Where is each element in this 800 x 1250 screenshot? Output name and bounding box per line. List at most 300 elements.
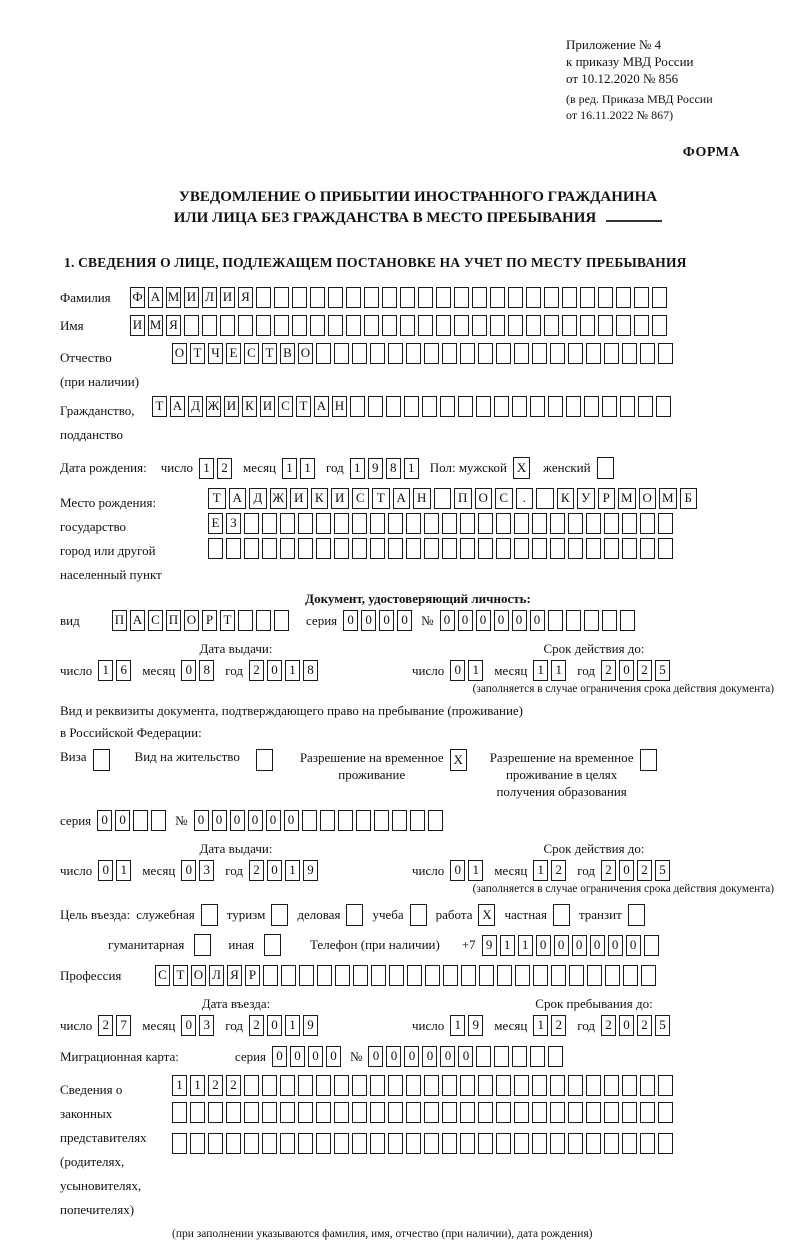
char-cell[interactable]: [151, 810, 166, 831]
char-cell[interactable]: Т: [190, 343, 205, 364]
char-cell[interactable]: [190, 1102, 205, 1123]
char-cell[interactable]: [388, 1075, 403, 1096]
char-cell[interactable]: Р: [598, 488, 616, 509]
char-cell[interactable]: [368, 396, 383, 417]
char-cell[interactable]: Ж: [270, 488, 288, 509]
char-cell[interactable]: 0: [267, 660, 282, 681]
char-cell[interactable]: Я: [166, 315, 181, 336]
char-cell[interactable]: [346, 287, 361, 308]
char-cell[interactable]: 0: [181, 1015, 196, 1036]
char-cell[interactable]: 0: [361, 610, 376, 631]
char-cell[interactable]: [658, 343, 673, 364]
char-cell[interactable]: [262, 1075, 277, 1096]
char-cell[interactable]: [334, 538, 349, 559]
char-cell[interactable]: [586, 1075, 601, 1096]
char-cell[interactable]: [494, 1046, 509, 1067]
char-cell[interactable]: [346, 315, 361, 336]
char-cell[interactable]: [442, 343, 457, 364]
char-cell[interactable]: К: [557, 488, 575, 509]
char-cell[interactable]: Е: [208, 513, 223, 534]
char-cell[interactable]: [634, 287, 649, 308]
char-cell[interactable]: [532, 1102, 547, 1123]
char-cell[interactable]: [172, 1133, 187, 1154]
char-cell[interactable]: [584, 396, 599, 417]
char-cell[interactable]: С: [155, 965, 170, 986]
char-cell[interactable]: [532, 538, 547, 559]
char-cell[interactable]: [568, 538, 583, 559]
purpose-checkbox-gumanitarnaya[interactable]: [194, 934, 211, 956]
char-cell[interactable]: [256, 315, 271, 336]
char-cell[interactable]: Т: [372, 488, 390, 509]
char-cell[interactable]: 0: [458, 610, 473, 631]
char-cell[interactable]: [496, 343, 511, 364]
char-cell[interactable]: [496, 538, 511, 559]
char-cell[interactable]: [532, 513, 547, 534]
char-cell[interactable]: [460, 1075, 475, 1096]
char-cell[interactable]: [298, 1075, 313, 1096]
char-cell[interactable]: 0: [440, 610, 455, 631]
char-cell[interactable]: 2: [551, 860, 566, 881]
char-cell[interactable]: [512, 1046, 527, 1067]
char-cell[interactable]: [536, 488, 554, 509]
char-cell[interactable]: [602, 610, 617, 631]
char-cell[interactable]: [569, 965, 584, 986]
char-cell[interactable]: Н: [332, 396, 347, 417]
char-cell[interactable]: 0: [181, 660, 196, 681]
char-cell[interactable]: [656, 396, 671, 417]
char-cell[interactable]: [562, 315, 577, 336]
char-cell[interactable]: [490, 315, 505, 336]
char-cell[interactable]: [568, 1075, 583, 1096]
char-cell[interactable]: [388, 1133, 403, 1154]
char-cell[interactable]: [244, 1075, 259, 1096]
purpose-checkbox-rabota[interactable]: X: [478, 904, 495, 926]
char-cell[interactable]: [658, 1102, 673, 1123]
char-cell[interactable]: [370, 343, 385, 364]
char-cell[interactable]: 1: [533, 860, 548, 881]
char-cell[interactable]: 1: [468, 860, 483, 881]
char-cell[interactable]: [133, 810, 148, 831]
char-cell[interactable]: [508, 315, 523, 336]
char-cell[interactable]: [424, 343, 439, 364]
char-cell[interactable]: [478, 1075, 493, 1096]
char-cell[interactable]: [292, 315, 307, 336]
char-cell[interactable]: Т: [152, 396, 167, 417]
char-cell[interactable]: М: [148, 315, 163, 336]
char-cell[interactable]: [352, 1075, 367, 1096]
visa-checkbox[interactable]: [93, 749, 110, 771]
char-cell[interactable]: 8: [199, 660, 214, 681]
purpose-checkbox-turizm[interactable]: [271, 904, 288, 926]
char-cell[interactable]: Д: [249, 488, 267, 509]
char-cell[interactable]: [298, 513, 313, 534]
char-cell[interactable]: [352, 1133, 367, 1154]
char-cell[interactable]: 0: [343, 610, 358, 631]
char-cell[interactable]: [622, 538, 637, 559]
char-cell[interactable]: [256, 610, 271, 631]
char-cell[interactable]: [256, 287, 271, 308]
char-cell[interactable]: Ж: [206, 396, 221, 417]
char-cell[interactable]: И: [224, 396, 239, 417]
char-cell[interactable]: [292, 287, 307, 308]
char-cell[interactable]: [580, 287, 595, 308]
char-cell[interactable]: [418, 315, 433, 336]
char-cell[interactable]: 9: [368, 458, 383, 479]
char-cell[interactable]: [443, 965, 458, 986]
char-cell[interactable]: Т: [220, 610, 235, 631]
char-cell[interactable]: [274, 287, 289, 308]
char-cell[interactable]: 0: [619, 1015, 634, 1036]
char-cell[interactable]: [622, 1133, 637, 1154]
char-cell[interactable]: [425, 965, 440, 986]
char-cell[interactable]: [406, 1133, 421, 1154]
char-cell[interactable]: 1: [450, 1015, 465, 1036]
char-cell[interactable]: 2: [601, 660, 616, 681]
char-cell[interactable]: Р: [202, 610, 217, 631]
char-cell[interactable]: [244, 1133, 259, 1154]
char-cell[interactable]: 0: [212, 810, 227, 831]
char-cell[interactable]: [424, 1075, 439, 1096]
char-cell[interactable]: [623, 965, 638, 986]
char-cell[interactable]: 1: [199, 458, 214, 479]
char-cell[interactable]: [335, 965, 350, 986]
char-cell[interactable]: [280, 538, 295, 559]
char-cell[interactable]: [371, 965, 386, 986]
char-cell[interactable]: [370, 513, 385, 534]
char-cell[interactable]: [386, 396, 401, 417]
char-cell[interactable]: [514, 343, 529, 364]
char-cell[interactable]: [568, 343, 583, 364]
char-cell[interactable]: 0: [554, 935, 569, 956]
char-cell[interactable]: [479, 965, 494, 986]
char-cell[interactable]: И: [184, 287, 199, 308]
char-cell[interactable]: [370, 538, 385, 559]
char-cell[interactable]: 0: [422, 1046, 437, 1067]
edu-residence-checkbox[interactable]: [640, 749, 657, 771]
char-cell[interactable]: Е: [226, 343, 241, 364]
char-cell[interactable]: 0: [379, 610, 394, 631]
char-cell[interactable]: [512, 396, 527, 417]
char-cell[interactable]: [616, 315, 631, 336]
char-cell[interactable]: [530, 396, 545, 417]
char-cell[interactable]: 1: [551, 660, 566, 681]
char-cell[interactable]: И: [331, 488, 349, 509]
char-cell[interactable]: 0: [284, 810, 299, 831]
char-cell[interactable]: 0: [181, 860, 196, 881]
char-cell[interactable]: [580, 315, 595, 336]
char-cell[interactable]: Н: [413, 488, 431, 509]
char-cell[interactable]: [406, 513, 421, 534]
char-cell[interactable]: [640, 1075, 655, 1096]
char-cell[interactable]: [604, 343, 619, 364]
char-cell[interactable]: [476, 1046, 491, 1067]
purpose-checkbox-chastnaya[interactable]: [553, 904, 570, 926]
char-cell[interactable]: [514, 1133, 529, 1154]
char-cell[interactable]: [352, 1102, 367, 1123]
char-cell[interactable]: [454, 315, 469, 336]
char-cell[interactable]: 0: [386, 1046, 401, 1067]
char-cell[interactable]: [442, 1075, 457, 1096]
char-cell[interactable]: [274, 315, 289, 336]
char-cell[interactable]: [226, 538, 241, 559]
purpose-checkbox-delovaya[interactable]: [346, 904, 363, 926]
char-cell[interactable]: 0: [267, 1015, 282, 1036]
char-cell[interactable]: 1: [98, 660, 113, 681]
char-cell[interactable]: [622, 1075, 637, 1096]
char-cell[interactable]: 2: [226, 1075, 241, 1096]
char-cell[interactable]: [514, 513, 529, 534]
char-cell[interactable]: [476, 396, 491, 417]
char-cell[interactable]: [262, 1133, 277, 1154]
char-cell[interactable]: [298, 538, 313, 559]
char-cell[interactable]: 0: [536, 935, 551, 956]
char-cell[interactable]: 1: [350, 458, 365, 479]
char-cell[interactable]: [622, 343, 637, 364]
char-cell[interactable]: [388, 343, 403, 364]
char-cell[interactable]: [334, 1102, 349, 1123]
char-cell[interactable]: [334, 513, 349, 534]
char-cell[interactable]: [514, 1075, 529, 1096]
char-cell[interactable]: Ч: [208, 343, 223, 364]
char-cell[interactable]: [226, 1102, 241, 1123]
char-cell[interactable]: 0: [440, 1046, 455, 1067]
char-cell[interactable]: [532, 343, 547, 364]
char-cell[interactable]: [388, 538, 403, 559]
char-cell[interactable]: 0: [194, 810, 209, 831]
char-cell[interactable]: О: [475, 488, 493, 509]
char-cell[interactable]: К: [311, 488, 329, 509]
char-cell[interactable]: [586, 343, 601, 364]
char-cell[interactable]: [404, 396, 419, 417]
char-cell[interactable]: [461, 965, 476, 986]
char-cell[interactable]: [496, 1133, 511, 1154]
char-cell[interactable]: [262, 1102, 277, 1123]
char-cell[interactable]: [460, 538, 475, 559]
char-cell[interactable]: [526, 315, 541, 336]
temp-residence-checkbox[interactable]: X: [450, 749, 467, 771]
char-cell[interactable]: О: [639, 488, 657, 509]
char-cell[interactable]: [658, 538, 673, 559]
char-cell[interactable]: [544, 315, 559, 336]
char-cell[interactable]: А: [229, 488, 247, 509]
char-cell[interactable]: [550, 1075, 565, 1096]
char-cell[interactable]: [352, 538, 367, 559]
char-cell[interactable]: [299, 965, 314, 986]
char-cell[interactable]: [640, 343, 655, 364]
char-cell[interactable]: С: [278, 396, 293, 417]
char-cell[interactable]: 0: [230, 810, 245, 831]
char-cell[interactable]: [389, 965, 404, 986]
char-cell[interactable]: 5: [655, 660, 670, 681]
char-cell[interactable]: 1: [172, 1075, 187, 1096]
char-cell[interactable]: [604, 1133, 619, 1154]
char-cell[interactable]: Д: [188, 396, 203, 417]
char-cell[interactable]: [604, 513, 619, 534]
char-cell[interactable]: 2: [249, 1015, 264, 1036]
char-cell[interactable]: [281, 965, 296, 986]
char-cell[interactable]: Л: [202, 287, 217, 308]
char-cell[interactable]: [352, 343, 367, 364]
char-cell[interactable]: Я: [227, 965, 242, 986]
char-cell[interactable]: 9: [468, 1015, 483, 1036]
char-cell[interactable]: [514, 538, 529, 559]
char-cell[interactable]: [478, 513, 493, 534]
char-cell[interactable]: 1: [285, 1015, 300, 1036]
char-cell[interactable]: [208, 538, 223, 559]
char-cell[interactable]: 0: [512, 610, 527, 631]
char-cell[interactable]: [244, 513, 259, 534]
char-cell[interactable]: 0: [368, 1046, 383, 1067]
char-cell[interactable]: [382, 315, 397, 336]
char-cell[interactable]: В: [280, 343, 295, 364]
char-cell[interactable]: А: [170, 396, 185, 417]
char-cell[interactable]: А: [393, 488, 411, 509]
char-cell[interactable]: 0: [619, 860, 634, 881]
char-cell[interactable]: 0: [450, 660, 465, 681]
char-cell[interactable]: А: [148, 287, 163, 308]
char-cell[interactable]: 0: [98, 860, 113, 881]
char-cell[interactable]: 2: [208, 1075, 223, 1096]
char-cell[interactable]: [586, 538, 601, 559]
char-cell[interactable]: [274, 610, 289, 631]
char-cell[interactable]: [172, 1102, 187, 1123]
char-cell[interactable]: 1: [190, 1075, 205, 1096]
char-cell[interactable]: [460, 1133, 475, 1154]
char-cell[interactable]: [364, 315, 379, 336]
char-cell[interactable]: [496, 1102, 511, 1123]
char-cell[interactable]: 8: [386, 458, 401, 479]
char-cell[interactable]: [587, 965, 602, 986]
char-cell[interactable]: [550, 538, 565, 559]
char-cell[interactable]: Т: [262, 343, 277, 364]
char-cell[interactable]: М: [618, 488, 636, 509]
char-cell[interactable]: [568, 1133, 583, 1154]
char-cell[interactable]: [497, 965, 512, 986]
char-cell[interactable]: [382, 287, 397, 308]
char-cell[interactable]: [410, 810, 425, 831]
char-cell[interactable]: [548, 396, 563, 417]
char-cell[interactable]: 0: [272, 1046, 287, 1067]
char-cell[interactable]: [658, 1075, 673, 1096]
char-cell[interactable]: [478, 1133, 493, 1154]
char-cell[interactable]: А: [130, 610, 145, 631]
char-cell[interactable]: 0: [248, 810, 263, 831]
char-cell[interactable]: [190, 1133, 205, 1154]
char-cell[interactable]: [551, 965, 566, 986]
char-cell[interactable]: [400, 315, 415, 336]
char-cell[interactable]: [442, 513, 457, 534]
char-cell[interactable]: И: [130, 315, 145, 336]
char-cell[interactable]: [532, 1133, 547, 1154]
char-cell[interactable]: 0: [290, 1046, 305, 1067]
char-cell[interactable]: [328, 315, 343, 336]
char-cell[interactable]: [374, 810, 389, 831]
char-cell[interactable]: [406, 1075, 421, 1096]
char-cell[interactable]: [316, 1102, 331, 1123]
char-cell[interactable]: [508, 287, 523, 308]
char-cell[interactable]: 0: [266, 810, 281, 831]
char-cell[interactable]: [208, 1102, 223, 1123]
char-cell[interactable]: [280, 513, 295, 534]
char-cell[interactable]: [320, 810, 335, 831]
char-cell[interactable]: [280, 1075, 295, 1096]
char-cell[interactable]: [566, 396, 581, 417]
char-cell[interactable]: [644, 935, 659, 956]
char-cell[interactable]: [424, 538, 439, 559]
char-cell[interactable]: [604, 538, 619, 559]
char-cell[interactable]: [388, 1102, 403, 1123]
char-cell[interactable]: 2: [551, 1015, 566, 1036]
char-cell[interactable]: 2: [249, 660, 264, 681]
char-cell[interactable]: [550, 513, 565, 534]
char-cell[interactable]: [622, 513, 637, 534]
char-cell[interactable]: 9: [482, 935, 497, 956]
char-cell[interactable]: 7: [116, 1015, 131, 1036]
char-cell[interactable]: [406, 538, 421, 559]
char-cell[interactable]: 2: [601, 860, 616, 881]
char-cell[interactable]: [238, 315, 253, 336]
char-cell[interactable]: .: [516, 488, 534, 509]
char-cell[interactable]: [262, 538, 277, 559]
char-cell[interactable]: [634, 315, 649, 336]
char-cell[interactable]: У: [577, 488, 595, 509]
char-cell[interactable]: [478, 538, 493, 559]
char-cell[interactable]: И: [220, 287, 235, 308]
char-cell[interactable]: [496, 1075, 511, 1096]
char-cell[interactable]: [316, 1133, 331, 1154]
char-cell[interactable]: 1: [285, 660, 300, 681]
char-cell[interactable]: [406, 343, 421, 364]
char-cell[interactable]: 5: [655, 1015, 670, 1036]
char-cell[interactable]: 9: [303, 860, 318, 881]
char-cell[interactable]: [604, 1075, 619, 1096]
char-cell[interactable]: 1: [533, 660, 548, 681]
char-cell[interactable]: [424, 1102, 439, 1123]
char-cell[interactable]: [566, 610, 581, 631]
char-cell[interactable]: [602, 396, 617, 417]
residence-permit-checkbox[interactable]: [256, 749, 273, 771]
char-cell[interactable]: [622, 1102, 637, 1123]
char-cell[interactable]: 2: [98, 1015, 113, 1036]
char-cell[interactable]: [353, 965, 368, 986]
char-cell[interactable]: О: [298, 343, 313, 364]
char-cell[interactable]: [515, 965, 530, 986]
char-cell[interactable]: 0: [626, 935, 641, 956]
char-cell[interactable]: 1: [500, 935, 515, 956]
char-cell[interactable]: П: [166, 610, 181, 631]
purpose-checkbox-ucheba[interactable]: [410, 904, 427, 926]
char-cell[interactable]: 0: [115, 810, 130, 831]
char-cell[interactable]: [442, 1102, 457, 1123]
char-cell[interactable]: 0: [458, 1046, 473, 1067]
char-cell[interactable]: 1: [468, 660, 483, 681]
char-cell[interactable]: 2: [217, 458, 232, 479]
char-cell[interactable]: 2: [601, 1015, 616, 1036]
char-cell[interactable]: [490, 287, 505, 308]
char-cell[interactable]: [568, 513, 583, 534]
char-cell[interactable]: [562, 287, 577, 308]
char-cell[interactable]: 0: [619, 660, 634, 681]
char-cell[interactable]: О: [184, 610, 199, 631]
char-cell[interactable]: 1: [116, 860, 131, 881]
char-cell[interactable]: [620, 396, 635, 417]
char-cell[interactable]: [316, 538, 331, 559]
char-cell[interactable]: [370, 1102, 385, 1123]
char-cell[interactable]: А: [314, 396, 329, 417]
char-cell[interactable]: 3: [199, 1015, 214, 1036]
char-cell[interactable]: [424, 1133, 439, 1154]
char-cell[interactable]: [496, 513, 511, 534]
